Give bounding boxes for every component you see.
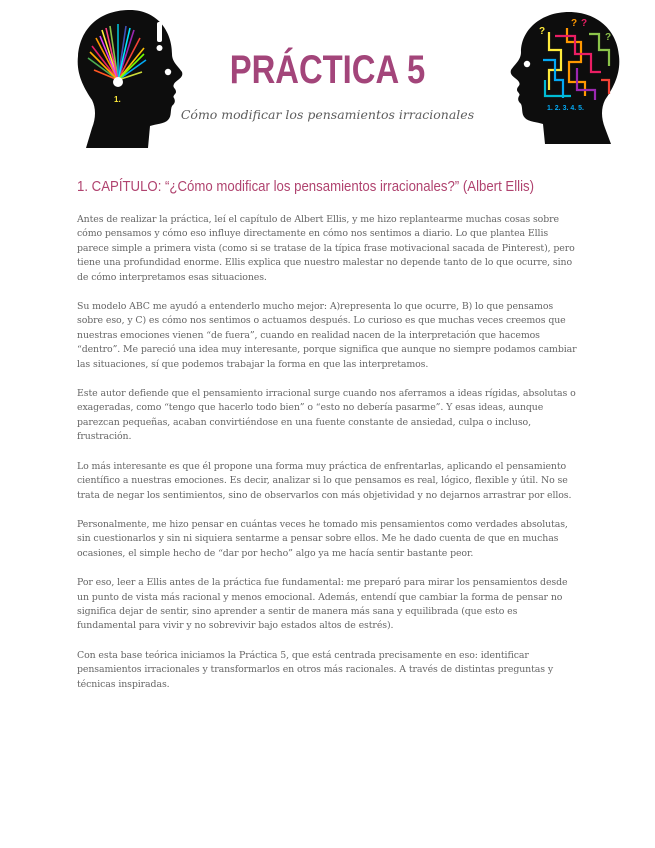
document-body (77, 213, 577, 707)
paragraph: Su modelo ABC me ayudó a entenderlo mucho mejor: A)representa lo que ocurre, B) lo que pensamos sobre eso, y C) es cómo nos sentimos o actuamos después. Lo curioso es que muchas veces creemos que nuestras emociones vienen “de fuera”, cuando en realidad nacen de la interpretación que hacemos “dentro”. Me pareció una idea muy interesante, porque significa que aunque no siempre podamos cambiar las situaciones, sí que podemos trabajar la forma en que las interpretamos. (77, 301, 577, 370)
page-title: PRÁCTICA 5 (229, 48, 426, 92)
section-heading: 1. CAPÍTULO: “¿Cómo modificar los pensamientos irracionales?” (Albert Ellis) (77, 178, 535, 195)
svg-text:1. 2. 3. 4. 5.: 1. 2. 3. 4. 5. (547, 105, 584, 112)
paragraph: Con esta base teórica iniciamos la Práctica 5, que está centrada precisamente en eso: identificar pensamientos irracionales y transformarlos en otros más racionales. A través de distintas preguntas y técnicas inspiradas. (77, 649, 554, 690)
paragraph: Antes de realizar la práctica, leí el capítulo de Albert Ellis, y me hizo replantearme muchas cosas sobre cómo pensamos y cómo eso influye directamente en cómo nos sentimos a diario. Lo que plantea Ellis parece simple a primera vista (como si se tratase de la típica frase motivacional sacada de Pinterest), pero tiene una profundidad enorme. Ellis explica que nuestro malestar no depende tanto de lo que ocurre, sino de cómo interpretamos esas situaciones. (77, 214, 575, 283)
page-subtitle: Cómo modificar los pensamientos irracionales (180, 107, 475, 122)
svg-text:?: ? (571, 18, 578, 29)
svg-text:?: ? (539, 26, 546, 37)
paragraph: Personalmente, me hizo pensar en cuántas veces he tomado mis pensamientos como verdades absolutas, sin cuestionarlos y sin ni siquiera sentarme a pensar sobre ellos. Me he dado cuenta de que en muchas ocasiones, el simple hecho de “dar por hecho” algo ya me hacía sentir bastante peor. (77, 518, 568, 559)
svg-text:?: ? (605, 32, 612, 43)
svg-text:?: ? (581, 18, 588, 29)
paragraph: Lo más interesante es que él propone una forma muy práctica de enfrentarlas, aplicando el pensamiento científico a nuestras emociones. Es decir, analizar si lo que pensamos es real, lógico, flexible y útil. No se trata de negar los sentimientos, sino de observarlos con más objetividad y no dejarnos arrastrar por ellos. (77, 460, 572, 501)
head-with-colorful-explosion-icon (72, 8, 184, 150)
paragraph: Este autor defiende que el pensamiento irracional surge cuando nos aferramos a ideas rígidas, absolutas o exageradas, como “tengo que hacerlo todo bien” o “esto no debería pasarme”. Y esas ideas, aunque parezcan pequeñas, acaban convirtiéndose en una fuente constante de ansiedad, culpa o incluso, frustración. (77, 388, 576, 443)
paragraph: Por eso, leer a Ellis antes de la práctica fue fundamental: me preparó para mirar los pensamientos desde un punto de vista más racional y menos emocional. Además, entendí que cambiar la forma de pensar no significa dejar de sentir, sino aprender a sentir de manera más sana y equilibrada (que esto es fundamental para vivir y no sobrevivir bajo estados altos de estrés). (77, 577, 568, 632)
head-with-maze-icon (505, 10, 623, 146)
svg-text:1.: 1. (114, 95, 121, 104)
